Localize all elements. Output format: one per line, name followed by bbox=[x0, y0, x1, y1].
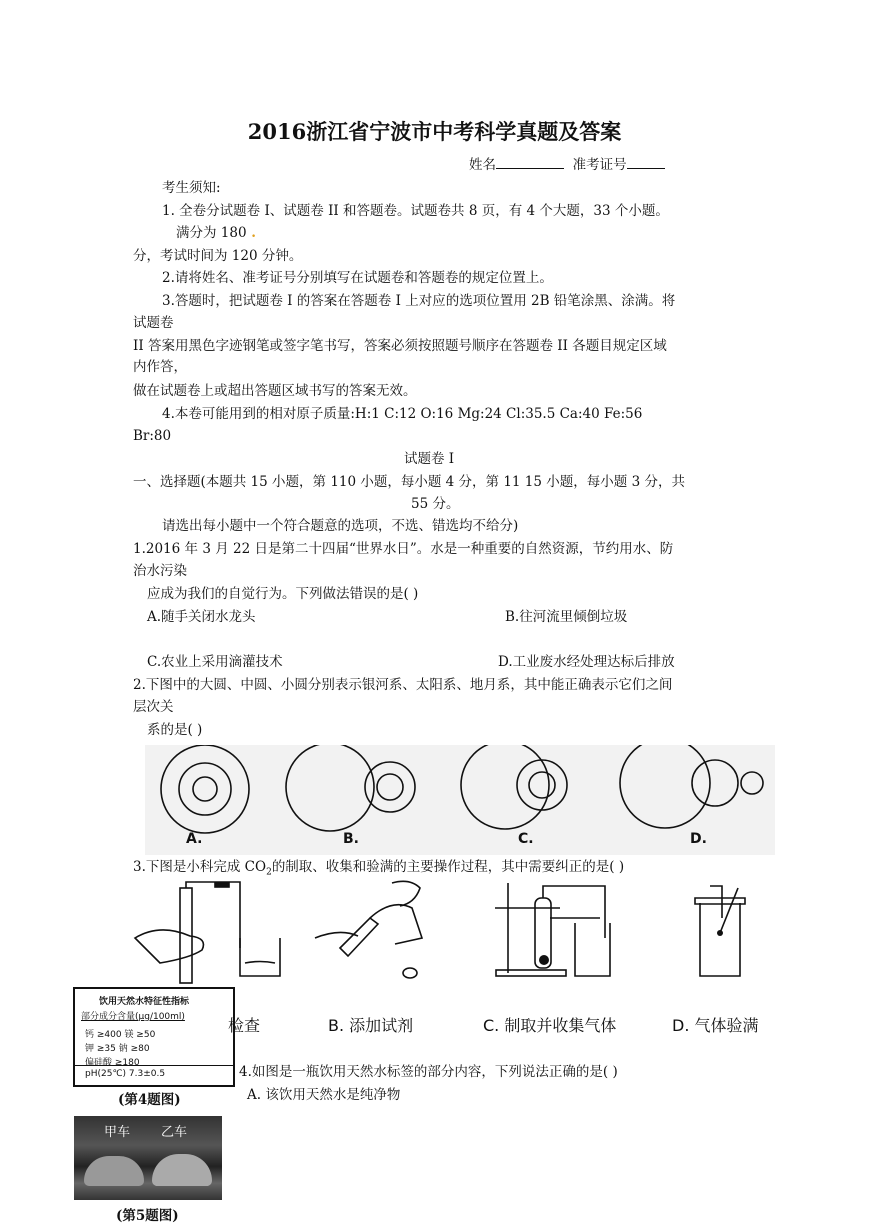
water-label-unit: 部分成分含量(μg/100ml) bbox=[81, 1012, 185, 1022]
section-instr-1b: 55 分。 bbox=[411, 496, 460, 512]
q3-apparatus-figure bbox=[130, 878, 770, 988]
q2-label-b: B. bbox=[343, 831, 359, 847]
notice-heading: 考生须知: bbox=[162, 180, 221, 196]
fig4-caption: (第4题图) bbox=[118, 1092, 181, 1108]
notice-line-4b: Br:80 bbox=[133, 428, 172, 444]
q1-stem-b: 治水污染 bbox=[133, 563, 187, 579]
notice-line-4: 4.本卷可能用到的相对原子质量:H:1 C:12 O:16 Mg:24 Cl:35.5 Ca:40 Fe:56 bbox=[162, 406, 643, 422]
q4-option-a: A. 该饮用天然水是纯净物 bbox=[247, 1087, 401, 1103]
q2-label-a: A. bbox=[186, 831, 203, 847]
notice-line-1b: 满分为 180 . bbox=[176, 225, 256, 241]
q3-caption-a: 检查 bbox=[228, 1016, 261, 1035]
page-title: 2016浙江省宁波市中考科学真题及答案 bbox=[247, 119, 622, 144]
q1-stem-c: 应成为我们的自觉行为。下列做法错误的是( ) bbox=[147, 586, 419, 602]
id-label: 准考证号 bbox=[572, 157, 627, 173]
water-label-row-1: 钙 ≥400 镁 ≥50 bbox=[85, 1030, 156, 1040]
q3-caption-c: C. 制取并收集气体 bbox=[483, 1016, 617, 1035]
water-label-row-2: 钾 ≥35 钠 ≥80 bbox=[85, 1044, 150, 1054]
section-name: 试题卷 I bbox=[404, 451, 455, 467]
water-label-row-3: 偏硅酸 ≥180 bbox=[85, 1058, 140, 1068]
section-instr-2: 请选出每小题中一个符合题意的选项，不选、错选均不给分) bbox=[162, 518, 519, 534]
q1-option-b: B.往河流里倾倒垃圾 bbox=[505, 609, 628, 625]
q1-option-a: A.随手关闭水龙头 bbox=[147, 609, 256, 625]
fig5-caption: (第5题图) bbox=[116, 1208, 179, 1224]
water-label-title: 饮用天然水特征性指标 bbox=[99, 997, 190, 1007]
car-collision-photo bbox=[74, 1116, 222, 1200]
name-label: 姓名 bbox=[469, 157, 496, 173]
notice-line-1: 1. 全卷分试题卷 I、试题卷 II 和答题卷。试题卷共 8 页，有 4 个大题，33 个小题。 bbox=[162, 203, 669, 219]
car2-label: 乙车 bbox=[161, 1125, 188, 1140]
q2-circles-figure bbox=[145, 745, 775, 855]
name-blank[interactable] bbox=[496, 156, 564, 169]
notice-line-1c: 分，考试时间为 120 分钟。 bbox=[133, 248, 303, 264]
notice-line-3d: 内作答， bbox=[133, 359, 187, 375]
q4-stem: 4.如图是一瓶饮用天然水标签的部分内容，下列说法正确的是( ) bbox=[239, 1064, 618, 1080]
car1-label: 甲车 bbox=[104, 1125, 131, 1140]
notice-line-2: 2.请将姓名、准考证号分别填写在试题卷和答题卷的规定位置上。 bbox=[162, 270, 553, 286]
q2-label-c: C. bbox=[518, 831, 534, 847]
q2-stem-c: 系的是( ) bbox=[147, 722, 203, 738]
q2-stem-b: 层次关 bbox=[133, 699, 174, 715]
q2-stem-a: 2.下图中的大圆、中圆、小圆分别表示银河系、太阳系、地月系，其中能正确表示它们之间 bbox=[133, 677, 673, 693]
q3-stem: 3.下图是小科完成 $CO_2$的制取、收集和验满的主要操作过程，其中需要纠正的是( ) bbox=[133, 859, 625, 878]
q3-caption-b: B. 添加试剂 bbox=[328, 1016, 414, 1035]
q3-caption-d: D. 气体验满 bbox=[672, 1016, 759, 1035]
name-field-line bbox=[469, 156, 665, 173]
q1-option-d: D.工业废水经处理达标后排放 bbox=[498, 654, 675, 670]
q1-option-c: C.农业上采用滴灌技术 bbox=[147, 654, 283, 670]
water-label-row-4: pH(25℃) 7.3±0.5 bbox=[85, 1069, 166, 1079]
water-label-figure bbox=[73, 987, 235, 1087]
notice-line-3e: 做在试题卷上或超出答题区域书写的答案无效。 bbox=[133, 383, 417, 399]
notice-line-3b: 试题卷 bbox=[133, 315, 174, 331]
section-instr-1: 一、选择题(本题共 15 小题，第 110 小题，每小题 4 分，第 11 15 小题，每小题 3 分，共 bbox=[133, 474, 685, 490]
notice-line-3: 3.答题时，把试题卷 I 的答案在答题卷 I 上对应的选项位置用 2B 铅笔涂黑、涂满。将 bbox=[162, 293, 676, 309]
q1-stem-a: 1.2016 年 3 月 22 日是第二十四届“世界水日”。水是一种重要的自然资源，节约用水、防 bbox=[133, 541, 674, 557]
q2-label-d: D. bbox=[690, 831, 707, 847]
notice-line-3c: II 答案用黑色字迹钢笔或签字笔书写，答案必须按照题号顺序在答题卷 II 各题目规定区域 bbox=[133, 338, 667, 354]
id-blank[interactable] bbox=[627, 156, 665, 169]
